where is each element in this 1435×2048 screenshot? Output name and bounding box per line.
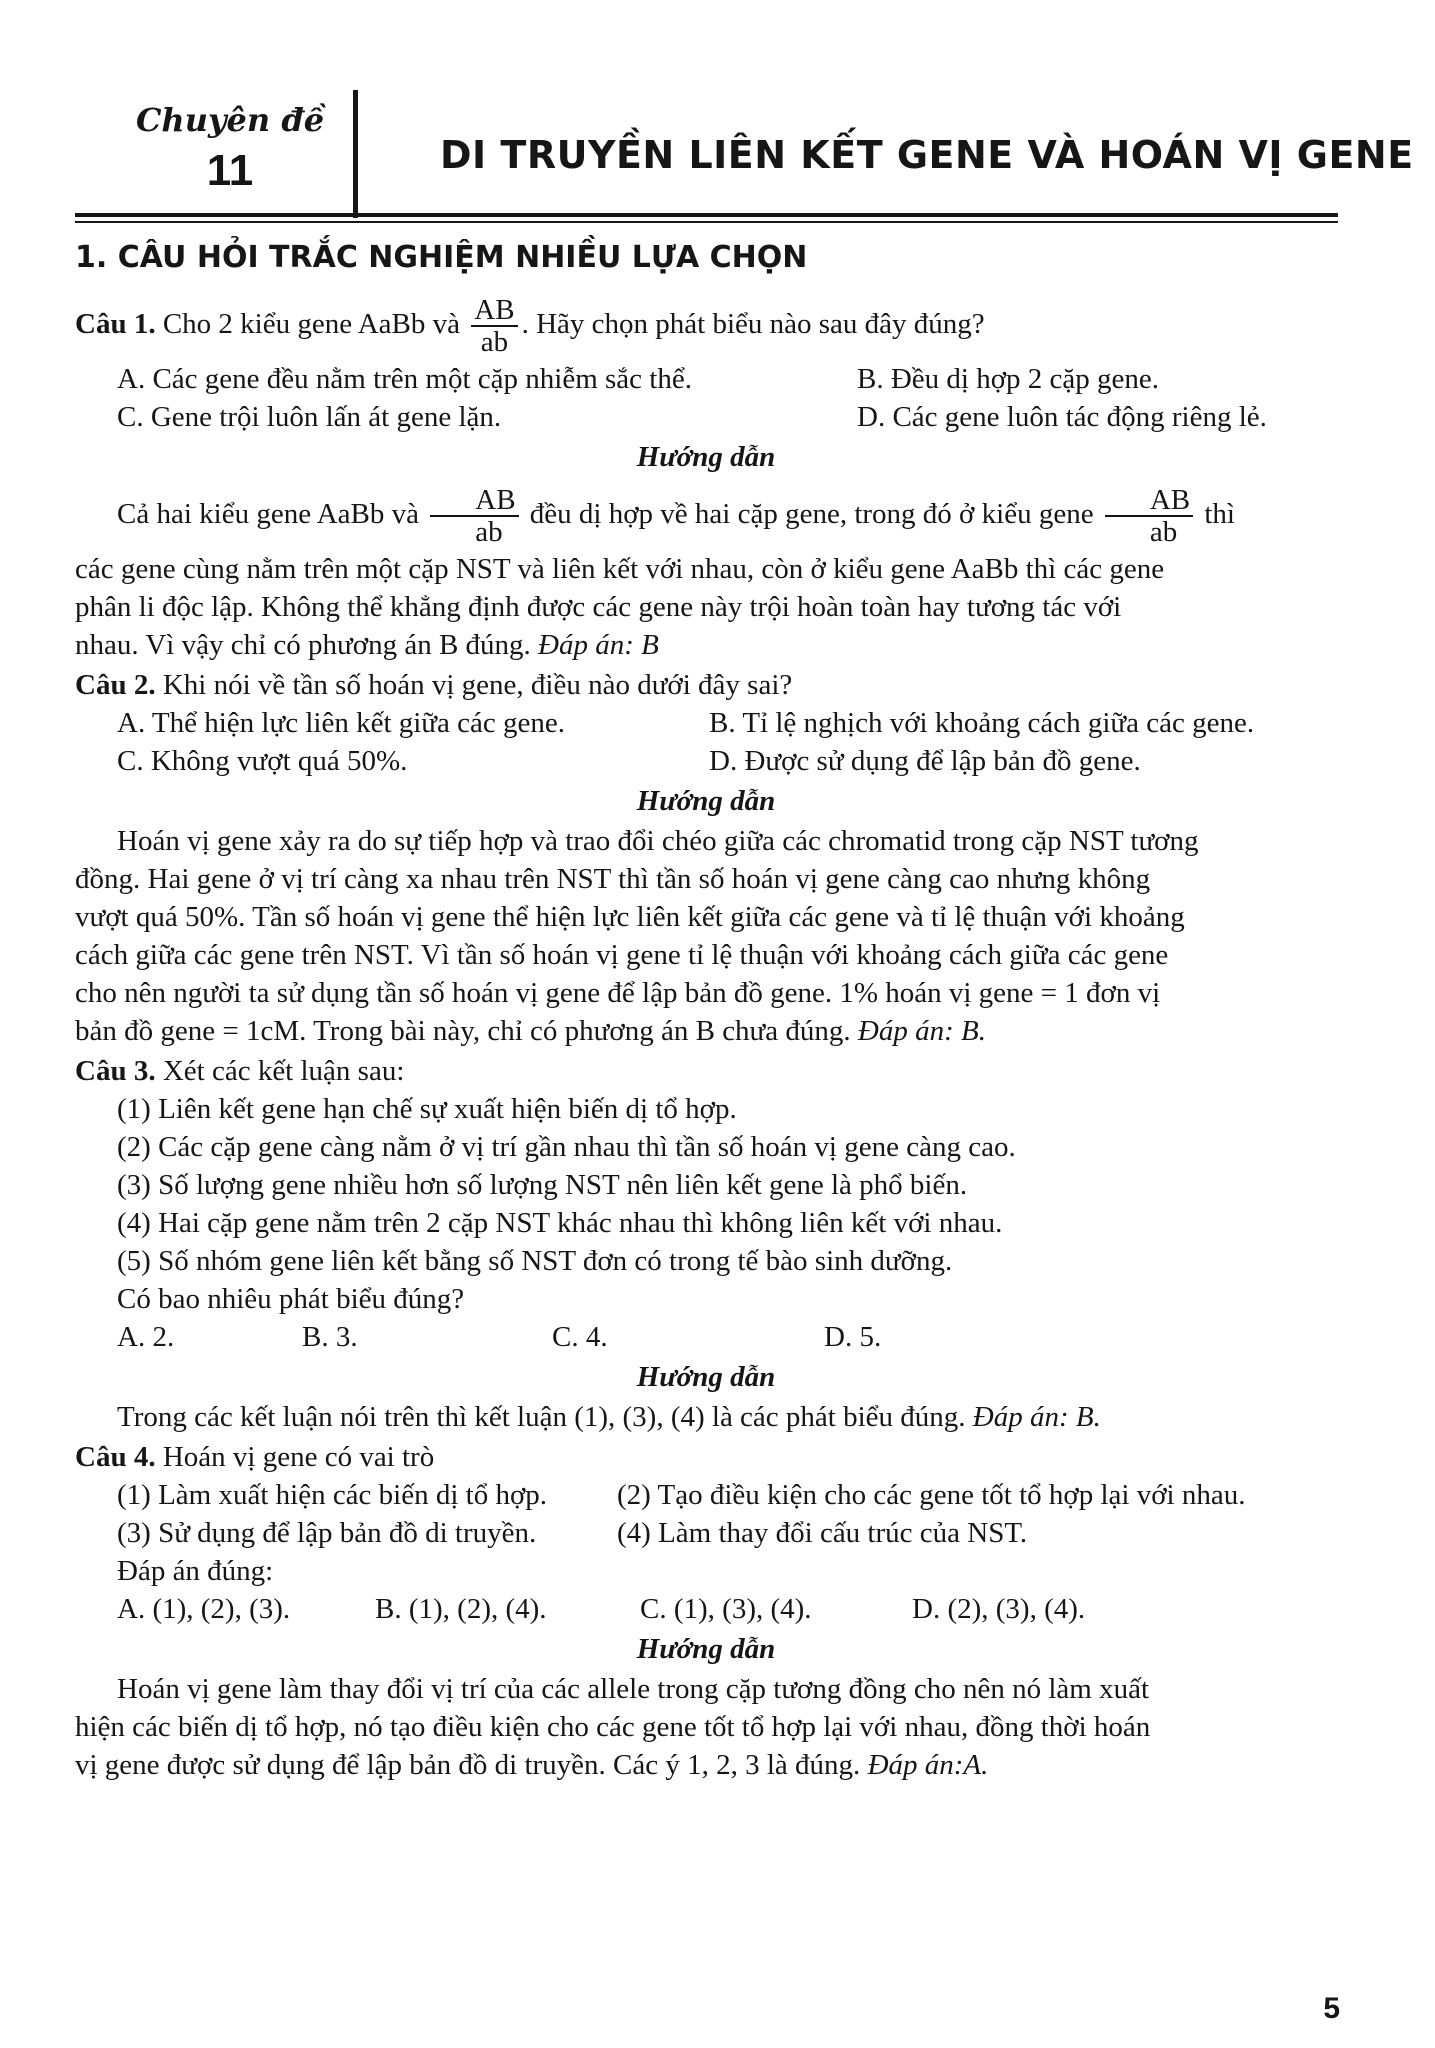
question-text: . Hãy chọn phát biểu nào sau đây đúng? <box>521 308 985 340</box>
question-text: Khi nói về tần số hoán vị gene, điều nào dưới đây sai? <box>162 669 793 701</box>
fraction-denominator: ab <box>480 326 509 359</box>
chapter-box <box>120 100 340 198</box>
question-2-guide <box>75 822 1337 1050</box>
guide-line: đồng. Hai gene ở vị trí càng xa nhau trên NST thì tần số hoán vị gene càng cao nhưng không <box>75 863 1151 895</box>
option-a[interactable]: A. Thể hiện lực liên kết giữa các gene. <box>117 707 565 739</box>
genotype-fraction <box>1105 485 1193 547</box>
question-1-options <box>117 360 1337 436</box>
guide-line: hiện các biến dị tổ hợp, nó tạo điều kiện cho các gene tốt tổ hợp lại với nhau, đồng thời hoán <box>75 1711 1151 1743</box>
guide-line: cách giữa các gene trên NST. Vì tần số hoán vị gene tỉ lệ thuận với khoảng cách giữa các gene <box>75 939 1169 971</box>
fraction-numerator: AB <box>1105 485 1193 517</box>
question-3-options <box>117 1318 1337 1356</box>
statement-item: (2) Tạo điều kiện cho các gene tốt tổ hợp lại với nhau. <box>617 1479 1246 1511</box>
statement-item: (2) Các cặp gene càng nằm ở vị trí gần nhau thì tần số hoán vị gene càng cao. <box>117 1131 1016 1163</box>
option-b[interactable]: B. Tỉ lệ nghịch với khoảng cách giữa các gene. <box>709 707 1255 739</box>
question-label: Câu 2. <box>75 669 156 701</box>
question-prompt: Có bao nhiêu phát biểu đúng? <box>117 1283 465 1315</box>
question-text: Xét các kết luận sau: <box>162 1055 405 1087</box>
guide-line <box>75 478 1337 550</box>
statement-item: (4) Làm thay đổi cấu trúc của NST. <box>617 1517 1028 1549</box>
guide-line: cho nên người ta sử dụng tần số hoán vị gene để lập bản đồ gene. 1% hoán vị gene = 1 đơn vị <box>75 977 1161 1009</box>
content <box>75 238 1337 1784</box>
fraction-numerator: AB <box>471 295 517 327</box>
question-4-items <box>117 1476 1337 1552</box>
question-4-stem <box>75 1438 1337 1476</box>
guide-line: Hoán vị gene xảy ra do sự tiếp hợp và trao đổi chéo giữa các chromatid trong cặp NST tương <box>117 825 1199 857</box>
option-c[interactable]: C. Không vượt quá 50%. <box>117 745 408 777</box>
question-3-items <box>75 1090 1337 1318</box>
option-d[interactable]: D. 5. <box>824 1321 882 1353</box>
guide-heading: Hướng dẫn <box>636 1633 776 1665</box>
header-rule-thick <box>75 213 1338 217</box>
question-text: Hoán vị gene có vai trò <box>162 1441 435 1473</box>
genotype-fraction <box>430 485 518 547</box>
statement-item: (4) Hai cặp gene nằm trên 2 cặp NST khác nhau thì không liên kết với nhau. <box>117 1207 1003 1239</box>
guide-line <box>75 1398 1337 1436</box>
fraction-denominator: ab <box>1149 516 1178 549</box>
option-a[interactable]: A. 2. <box>117 1321 175 1353</box>
answer: Đáp án:A. <box>867 1749 989 1781</box>
guide-heading: Hướng dẫn <box>636 785 776 817</box>
guide-heading: Hướng dẫn <box>636 1361 776 1393</box>
question-label: Câu 4. <box>75 1441 156 1473</box>
option-d[interactable]: D. Các gene luôn tác động riêng lẻ. <box>857 401 1267 433</box>
question-label: Câu 3. <box>75 1055 156 1087</box>
question-1-stem <box>75 288 1337 360</box>
question-4-guide <box>75 1670 1337 1784</box>
guide-text: thì <box>1204 498 1235 530</box>
section-title: 1. CÂU HỎI TRẮC NGHIỆM NHIỀU LỰA CHỌN <box>75 240 808 275</box>
guide-line: Hoán vị gene làm thay đổi vị trí của các allele trong cặp tương đồng cho nên nó làm xuất <box>117 1673 1150 1705</box>
chapter-title: DI TRUYỀN LIÊN KẾT GENE VÀ HOÁN VỊ GENE <box>440 133 1414 177</box>
answer: Đáp án: B <box>538 629 659 661</box>
guide-line: vượt quá 50%. Tần số hoán vị gene thể hiện lực liên kết giữa các gene và tỉ lệ thuận với khoảng <box>75 901 1185 933</box>
question-3-stem <box>75 1052 1337 1090</box>
answer-prompt: Đáp án đúng: <box>117 1555 274 1587</box>
guide-line: phân li độc lập. Không thể khẳng định được các gene này trội hoàn toàn hay tương tác với <box>75 591 1122 623</box>
statement-item: (3) Sử dụng để lập bản đồ di truyền. <box>117 1517 537 1549</box>
question-1-guide <box>75 478 1337 664</box>
guide-text: Cả hai kiểu gene AaBb và <box>117 498 419 530</box>
fraction-denominator: ab <box>475 516 503 549</box>
option-a[interactable]: A. Các gene đều nằm trên một cặp nhiễm sắc thể. <box>117 363 692 395</box>
guide-line <box>75 626 1337 664</box>
guide-text: nhau. Vì vậy chỉ có phương án B đúng. <box>75 629 531 661</box>
question-4-options <box>117 1590 1337 1628</box>
statement-item: (3) Số lượng gene nhiều hơn số lượng NST nên liên kết gene là phổ biến. <box>117 1169 968 1201</box>
statement-item: (1) Liên kết gene hạn chế sự xuất hiện biến dị tổ hợp. <box>117 1093 737 1125</box>
genotype-fraction <box>471 295 517 357</box>
fraction-numerator: AB <box>430 485 518 517</box>
question-2-options <box>117 704 1337 780</box>
statement-item: (1) Làm xuất hiện các biến dị tổ hợp. <box>117 1479 548 1511</box>
option-c[interactable]: C. 4. <box>552 1321 608 1353</box>
header-divider <box>353 90 358 218</box>
guide-text: đều dị hợp về hai cặp gene, trong đó ở kiểu gene <box>529 498 1094 530</box>
option-a[interactable]: A. (1), (2), (3). <box>117 1593 291 1625</box>
question-label: Câu 1. <box>75 308 156 340</box>
guide-line: các gene cùng nằm trên một cặp NST và liên kết với nhau, còn ở kiểu gene AaBb thì các gene <box>75 553 1165 585</box>
option-b[interactable]: B. (1), (2), (4). <box>375 1593 547 1625</box>
option-b[interactable]: B. 3. <box>302 1321 358 1353</box>
guide-heading: Hướng dẫn <box>636 441 776 473</box>
option-d[interactable]: D. Được sử dụng để lập bản đồ gene. <box>709 745 1141 777</box>
guide-text: Trong các kết luận nói trên thì kết luận (1), (3), (4) là các phát biểu đúng. <box>117 1401 966 1433</box>
guide-text: bản đồ gene = 1cM. Trong bài này, chỉ có phương án B chưa đúng. <box>75 1015 851 1047</box>
chapter-number: 11 <box>206 146 254 195</box>
page-number: 5 <box>1323 1992 1340 2025</box>
guide-line <box>75 1746 1337 1784</box>
option-c[interactable]: C. (1), (3), (4). <box>640 1593 812 1625</box>
question-text: Cho 2 kiểu gene AaBb và <box>162 308 461 340</box>
option-d[interactable]: D. (2), (3), (4). <box>912 1593 1086 1625</box>
guide-text: vị gene được sử dụng để lập bản đồ di truyền. Các ý 1, 2, 3 là đúng. <box>75 1749 861 1781</box>
answer: Đáp án: B. <box>972 1401 1101 1433</box>
question-2-stem <box>75 666 1337 704</box>
chapter-label: Chuyên đề <box>135 101 325 139</box>
guide-line <box>75 1012 1337 1050</box>
question-3-guide <box>75 1398 1337 1436</box>
answer: Đáp án: B. <box>857 1015 986 1047</box>
statement-item: (5) Số nhóm gene liên kết bằng số NST đơn có trong tế bào sinh dưỡng. <box>117 1245 953 1277</box>
option-b[interactable]: B. Đều dị hợp 2 cặp gene. <box>857 363 1160 395</box>
option-c[interactable]: C. Gene trội luôn lấn át gene lặn. <box>117 401 502 433</box>
header-rule-thin <box>75 221 1338 223</box>
